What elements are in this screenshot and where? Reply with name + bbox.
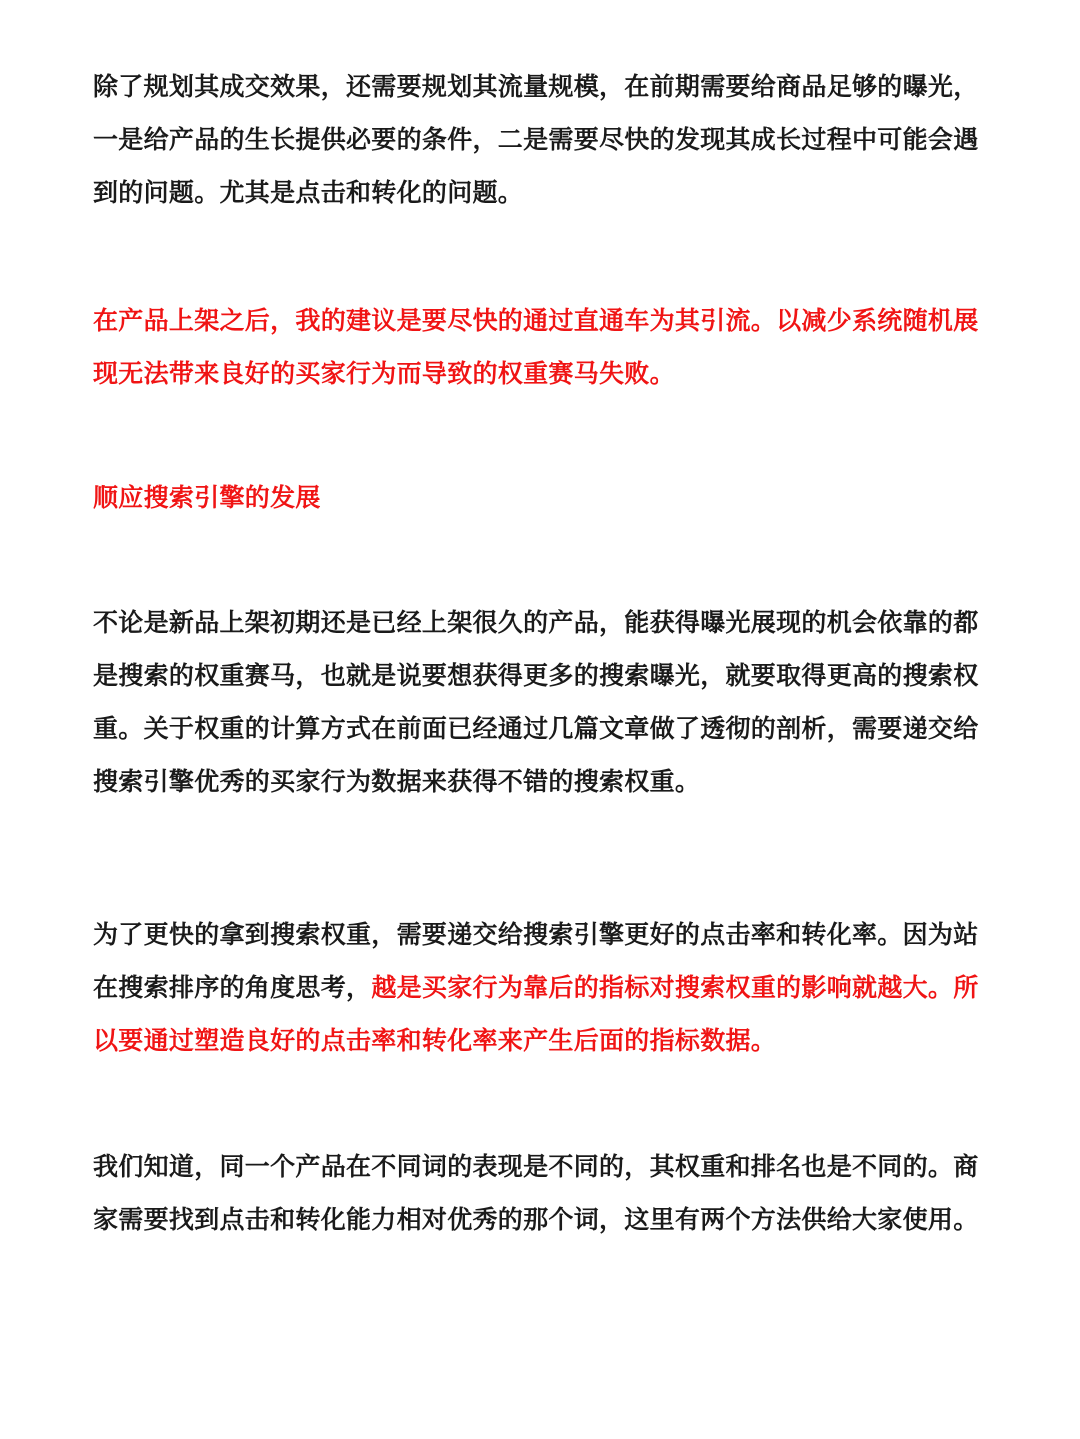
paragraph-traffic-planning: 除了规划其成交效果，还需要规划其流量规模，在前期需要给商品足够的曝光，一是给产品的生长提供必要的条件，二是需要尽快的发现其成长过程中可能会遇到的问题。尤其是点击和转化的问题。 — [93, 72, 979, 207]
paragraph-click-conversion — [93, 908, 1003, 1067]
highlight-paragraph-direct-train: 在产品上架之后，我的建议是要尽快的通过直通车为其引流。以减少系统随机展现无法带来良好的买家行为而导致的权重赛马失败。 — [93, 306, 979, 388]
paragraph-click-conversion-highlight: 越是买家行为靠后的指标对搜索权重的影响就越大。所以要通过塑造良好的点击率和转化率来产生后面的指标数据。 — [93, 973, 979, 1055]
paragraph-click-conversion-normal: 为了更快的拿到搜索权重，需要递交给搜索引擎更好的点击率和转化率。因为站在搜索排序的角度思考， — [93, 920, 979, 1002]
section-heading: 顺应搜索引擎的发展 — [93, 483, 321, 512]
paragraph-search-weight: 不论是新品上架初期还是已经上架很久的产品，能获得曝光展现的机会依靠的都是搜索的权重赛马，也就是说要想获得更多的搜索曝光，就要取得更高的搜索权重。关于权重的计算方式在前面已经通过几篇文章做了透彻的剖析，需要递交给搜索引擎优秀的买家行为数据来获得不错的搜索权重。 — [93, 608, 979, 796]
paragraph-keyword-methods: 我们知道，同一个产品在不同词的表现是不同的，其权重和排名也是不同的。商家需要找到点击和转化能力相对优秀的那个词，这里有两个方法供给大家使用。 — [93, 1152, 979, 1234]
